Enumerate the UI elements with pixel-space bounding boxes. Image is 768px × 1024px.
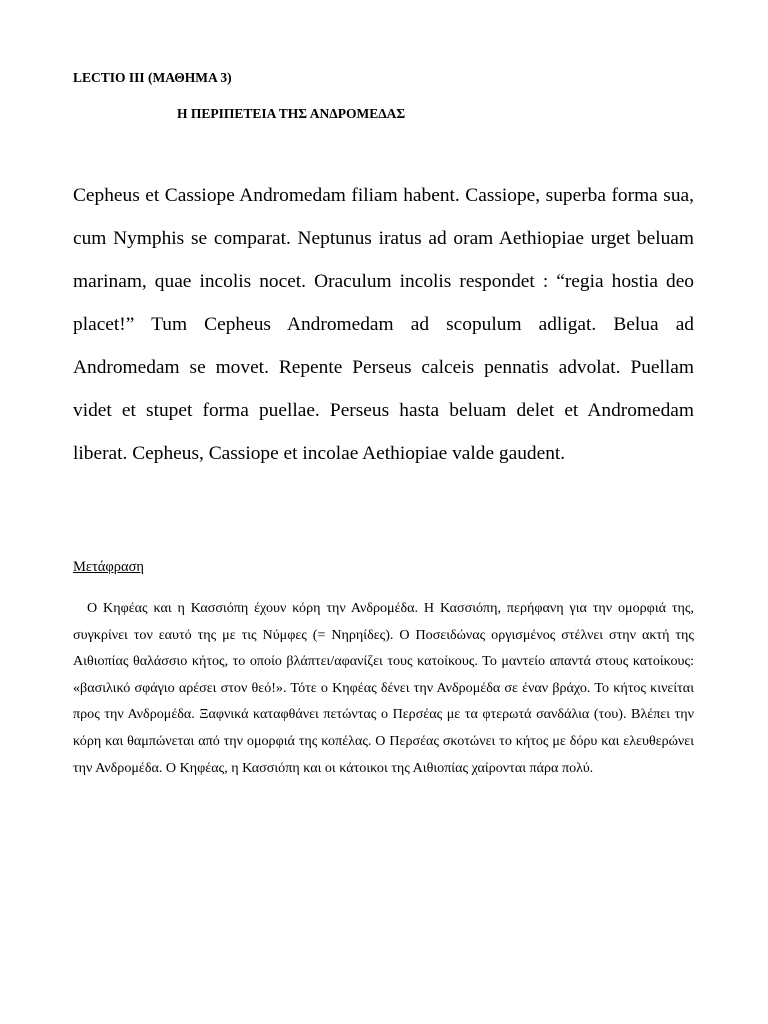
latin-text-paragraph: Cepheus et Cassiope Andromedam filiam habent. Cassiope, superba forma sua, cum Nymphis se comparat. Neptunus iratus ad oram Aethiopiae urget beluam marinam, quae incolis nocet. Oraculum incolis respondet : “regia hostia deo placet!” Tum Cepheus Andromedam ad scopulum adligat. Belua ad Andromedam se movet. Repente Perseus calceis pennatis advolat. Puellam videt et stupet forma puellae. Perseus hasta beluam delet et Andromedam liberat. Cepheus, Cassiope et incolae Aethiopiae valde gaudent. xyxy=(73,185,694,464)
page-title: Η ΠΕΡΙΠΕΤΕΙΑ ΤΗΣ ΑΝΔΡΟΜΕΔΑΣ xyxy=(177,106,406,121)
lesson-label: LECTIO III (ΜΑΘΗΜΑ 3) xyxy=(73,70,232,85)
translation-heading: Μετάφραση xyxy=(73,559,145,575)
translation-paragraph: Ο Κηφέας και η Κασσιόπη έχουν κόρη την Ανδρομέδα. Η Κασσιόπη, περήφανη για την ομορφιά της, συγκρίνει τον εαυτό της με τις Νύμφες (= Νηρηίδες). Ο Ποσειδώνας οργισμένος στέλνει στην ακτή της Αιθιοπίας θαλάσσιο κήτος, το οποίο βλάπτει/αφανίζει τους κατοίκους. Το μαντείο απαντά στους κατοίκους: «βασιλικό σφάγιο αρέσει στον θεό!». Τότε ο Κηφέας δένει την Ανδρομέδα σε έναν βράχο. Το κήτος κινείται προς την Ανδρομέδα. Ξαφνικά καταφθάνει πετώντας ο Περσέας με τα φτερωτά σανδάλια (του). Βλέπει την κόρη και θαμπώνεται από την ομορφιά της κοπέλας. Ο Περσέας σκοτώνει το κήτος με δόρυ και ελευθερώνει την Ανδρομέδα. Ο Κηφέας, η Κασσιόπη και οι κάτοικοι της Αιθιοπίας χαίρονται πάρα πολύ. xyxy=(73,600,694,776)
